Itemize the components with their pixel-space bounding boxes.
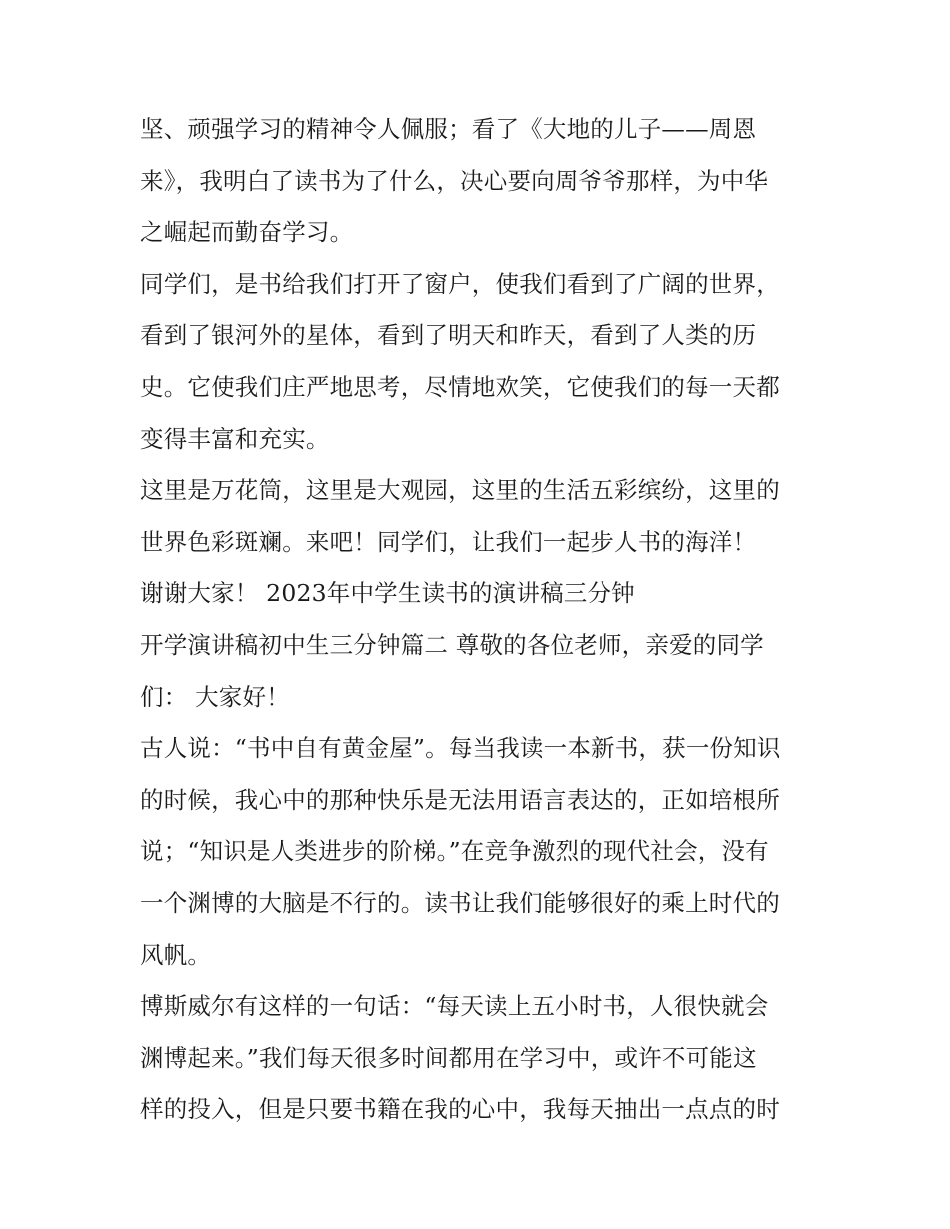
document-body [140, 104, 820, 1136]
text-line: 同学们，是书给我们打开了窗户，使我们看到了广阔的世界， [140, 269, 780, 298]
text-line: 们： 大家好！ [140, 682, 290, 711]
text-line: 看到了银河外的星体，看到了明天和昨天，看到了人类的历 [140, 321, 757, 350]
text-line: 开学演讲稿初中生三分钟篇二 尊敬的各位老师，亲爱的同学 [140, 630, 764, 659]
text-line: 一个渊博的大脑是不行的。读书让我们能够很好的乘上时代的 [140, 888, 780, 917]
text-line: 谢谢大家！ 2023年中学生读书的演讲稿三分钟 [140, 579, 635, 608]
text-line: 这里是万花筒，这里是大观园，这里的生活五彩缤纷，这里的 [140, 476, 780, 505]
text-line: 的时候，我心中的那种快乐是无法用语言表达的，正如培根所 [140, 785, 780, 814]
text-line: 来》，我明白了读书为了什么，决心要向周爷爷那样，为中华 [140, 166, 769, 195]
text-line: 变得丰富和充实。 [140, 424, 330, 453]
text-line: 博斯威尔有这样的一句话：“每天读上五小时书，人很快就会 [140, 992, 769, 1021]
text-line: 世界色彩斑斓。来吧！同学们，让我们一起步人书的海洋！ [140, 527, 757, 556]
text-line: 风帆。 [140, 940, 212, 969]
text-line: 坚、顽强学习的精神令人佩服；看了《大地的儿子——周恩 [140, 115, 757, 143]
text-line: 之崛起而勤奋学习。 [140, 218, 354, 247]
text-line: 说；“知识是人类进步的阶梯。”在竞争激烈的现代社会，没有 [140, 837, 769, 866]
text-line: 史。它使我们庄严地思考，尽情地欢笑，它使我们的每一天都 [140, 372, 780, 401]
text-line: 渊博起来。”我们每天很多时间都用在学习中，或许不可能这 [140, 1043, 757, 1072]
text-line: 古人说：“书中自有黄金屋”。每当我读一本新书，获一份知识 [140, 734, 781, 763]
text-line: 样的投入，但是只要书籍在我的心中，我每天抽出一点点的时 [140, 1095, 780, 1124]
